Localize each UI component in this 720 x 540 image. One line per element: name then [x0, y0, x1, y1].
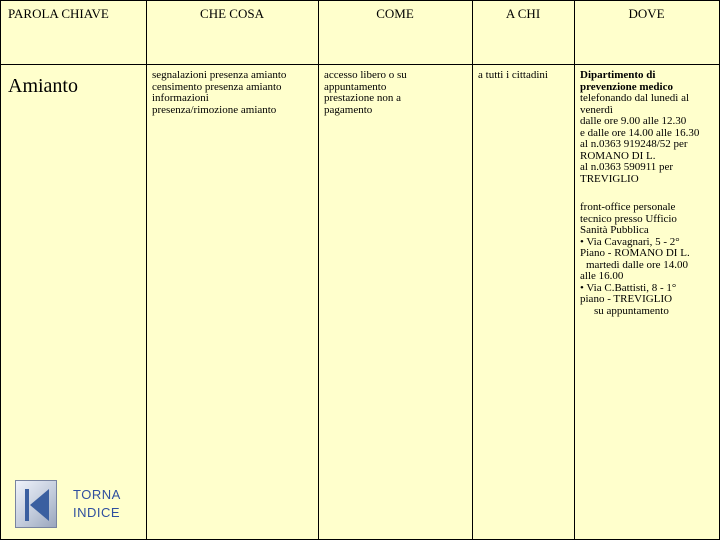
dove-cell — [580, 70, 718, 317]
dove-line: • Via Cavagnari, 5 - 2° — [580, 235, 680, 248]
dove-line: front-office personale — [580, 201, 676, 213]
come-line: pagamento — [324, 103, 373, 116]
grid-line — [472, 0, 473, 540]
header-a-chi: A CHI — [505, 6, 541, 21]
che-cosa-line: presenza/rimozione amianto — [152, 103, 277, 116]
grid-line — [0, 0, 720, 1]
dove-line: TREVIGLIO — [580, 172, 639, 185]
skip-back-icon — [16, 481, 58, 529]
dove-spacer — [580, 185, 718, 202]
dove-line: martedì dalle ore 14.00 — [586, 258, 689, 271]
dove-line: venerdì — [580, 103, 613, 116]
header-che-cosa: CHE COSA — [200, 6, 264, 21]
torna-indice-link[interactable] — [73, 486, 121, 522]
dove-title-line: Dipartimento di — [580, 69, 656, 81]
come-line: accesso libero o su — [324, 69, 407, 81]
come-line: appuntamento — [324, 80, 387, 93]
torna-indice-label-line: TORNA — [73, 487, 121, 502]
dove-line: alle 16.00 — [580, 270, 624, 282]
dove-line: dalle ore 9.00 alle 12.30 — [580, 115, 687, 127]
dove-line: al n.0363 590911 per — [580, 161, 674, 173]
dove-line: piano - TREVIGLIO — [580, 293, 673, 305]
dove-line: Piano - ROMANO DI L. — [580, 247, 690, 259]
header-parola-chiave: PAROLA CHIAVE — [8, 6, 109, 21]
dove-line: telefonando dal lunedì al — [580, 92, 690, 104]
header-dove: DOVE — [628, 6, 665, 21]
dove-line: e dalle ore 14.00 alle 16.30 — [580, 126, 700, 139]
a-chi-cell: a tutti i cittadini — [478, 69, 548, 81]
dove-line: Sanità Pubblica — [580, 224, 649, 236]
grid-line — [0, 0, 1, 540]
che-cosa-cell — [152, 70, 316, 116]
dove-title-line: prevenzione medico — [580, 80, 673, 93]
che-cosa-line: informazioni — [152, 92, 209, 104]
dove-line: al n.0363 919248/52 per — [580, 138, 688, 150]
torna-indice-button[interactable] — [15, 480, 57, 528]
torna-indice-label-line: INDICE — [73, 505, 121, 520]
grid-line — [146, 0, 147, 540]
che-cosa-line: censimento presenza amianto — [152, 80, 282, 93]
grid-line — [0, 64, 720, 65]
dove-line: • Via C.Battisti, 8 - 1° — [580, 281, 677, 294]
dove-line: tecnico presso Ufficio — [580, 212, 677, 225]
dove-line: ROMANO DI L. — [580, 149, 656, 162]
header-come: COME — [376, 6, 414, 21]
che-cosa-line: segnalazioni presenza amianto — [152, 69, 287, 81]
grid-line — [574, 0, 575, 540]
dove-line: su appuntamento — [594, 304, 669, 317]
come-line: prestazione non a — [324, 92, 401, 104]
keyword-amianto: Amianto — [8, 75, 78, 97]
grid-line — [318, 0, 319, 540]
come-cell — [324, 70, 470, 116]
